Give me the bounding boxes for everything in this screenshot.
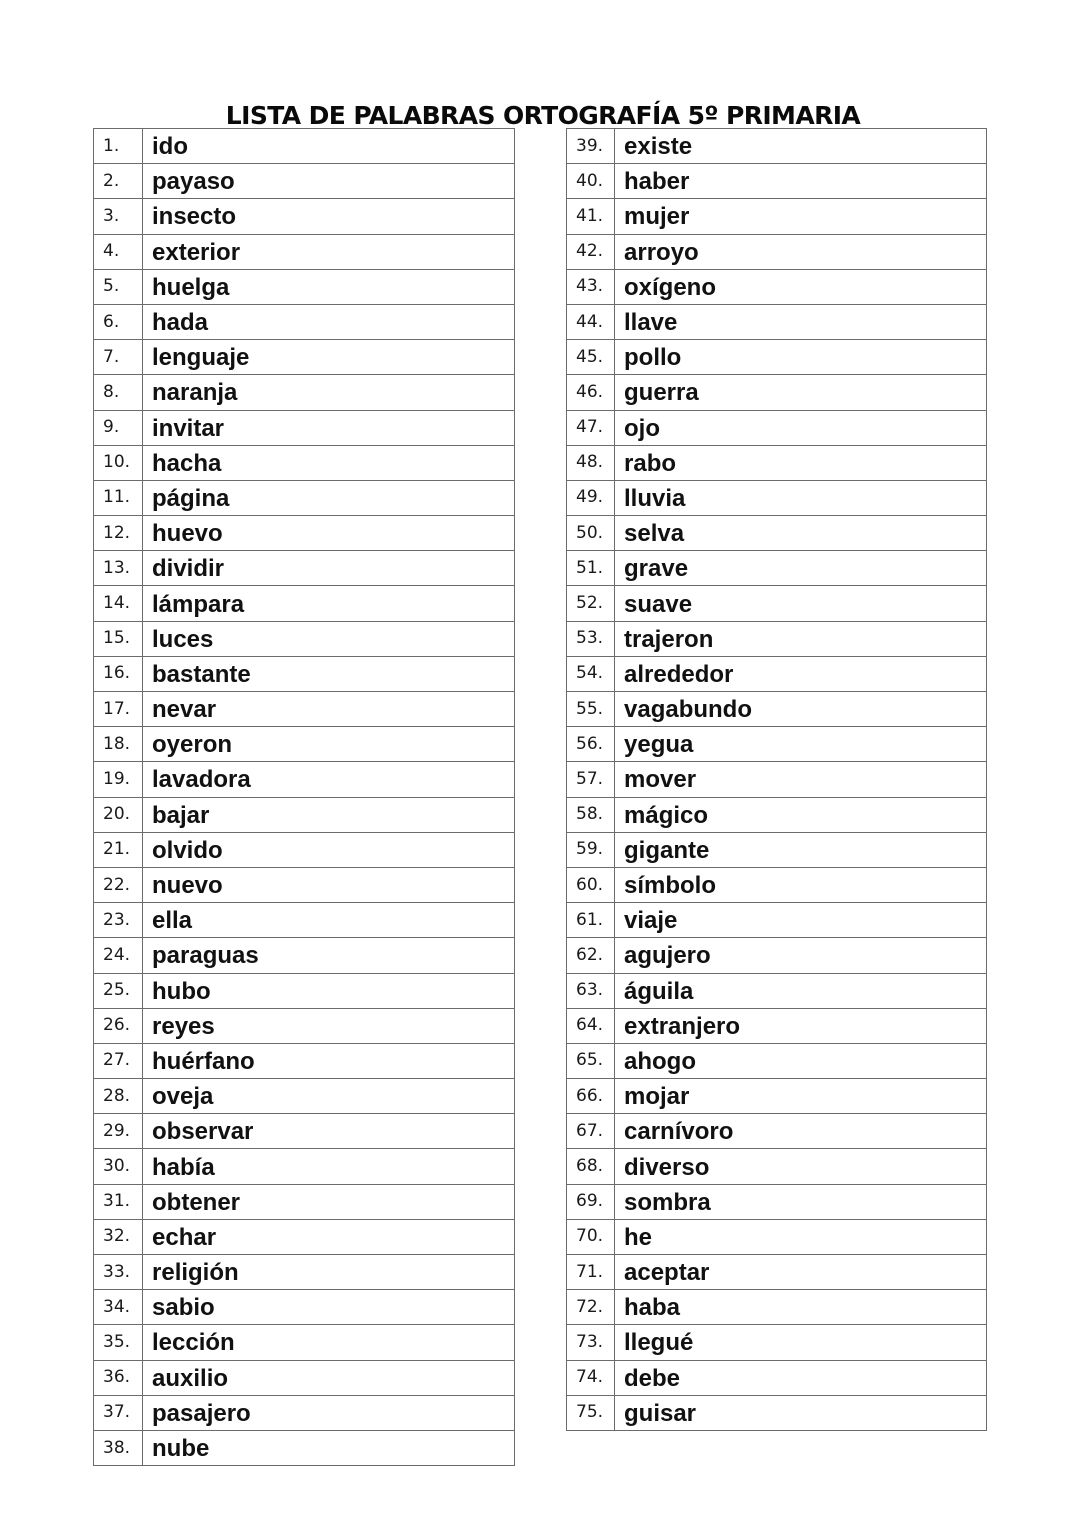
spelling-word: invitar bbox=[143, 410, 515, 445]
row-number: 14. bbox=[94, 586, 143, 621]
word-row bbox=[94, 692, 515, 727]
row-number: 57. bbox=[567, 762, 615, 797]
spelling-word: existe bbox=[615, 129, 987, 164]
word-row bbox=[94, 656, 515, 691]
spelling-word: lección bbox=[143, 1325, 515, 1360]
row-number: 20. bbox=[94, 797, 143, 832]
spelling-word: haba bbox=[615, 1290, 987, 1325]
row-number: 44. bbox=[567, 304, 615, 339]
row-number: 11. bbox=[94, 480, 143, 515]
word-row bbox=[567, 692, 987, 727]
word-row bbox=[567, 973, 987, 1008]
word-row bbox=[567, 1184, 987, 1219]
spelling-word: vagabundo bbox=[615, 692, 987, 727]
spelling-word: olvido bbox=[143, 832, 515, 867]
word-row bbox=[94, 1430, 515, 1465]
word-row bbox=[567, 586, 987, 621]
word-row bbox=[94, 727, 515, 762]
word-row bbox=[567, 164, 987, 199]
word-row bbox=[94, 586, 515, 621]
spelling-word: payaso bbox=[143, 164, 515, 199]
spelling-word: reyes bbox=[143, 1008, 515, 1043]
spelling-word: ella bbox=[143, 903, 515, 938]
row-number: 24. bbox=[94, 938, 143, 973]
row-number: 59. bbox=[567, 832, 615, 867]
row-number: 33. bbox=[94, 1255, 143, 1290]
word-row bbox=[94, 973, 515, 1008]
word-row bbox=[567, 762, 987, 797]
page-title: LISTA DE PALABRAS ORTOGRAFÍA 5º PRIMARIA bbox=[225, 100, 861, 130]
row-number: 64. bbox=[567, 1008, 615, 1043]
word-row bbox=[567, 1290, 987, 1325]
spelling-word: religión bbox=[143, 1255, 515, 1290]
spelling-word: sabio bbox=[143, 1290, 515, 1325]
word-row bbox=[567, 516, 987, 551]
row-number: 40. bbox=[567, 164, 615, 199]
spelling-word: dividir bbox=[143, 551, 515, 586]
word-list-table-left bbox=[93, 128, 515, 1466]
spelling-word: símbolo bbox=[615, 867, 987, 902]
row-number: 36. bbox=[94, 1360, 143, 1395]
spelling-word: suave bbox=[615, 586, 987, 621]
word-row bbox=[567, 340, 987, 375]
word-row bbox=[567, 445, 987, 480]
word-row bbox=[567, 410, 987, 445]
row-number: 27. bbox=[94, 1043, 143, 1078]
spelling-word: mágico bbox=[615, 797, 987, 832]
spelling-word: gigante bbox=[615, 832, 987, 867]
spelling-word: pasajero bbox=[143, 1395, 515, 1430]
row-number: 55. bbox=[567, 692, 615, 727]
spelling-word: huérfano bbox=[143, 1043, 515, 1078]
row-number: 16. bbox=[94, 656, 143, 691]
row-number: 22. bbox=[94, 867, 143, 902]
spelling-word: debe bbox=[615, 1360, 987, 1395]
word-row bbox=[567, 199, 987, 234]
row-number: 52. bbox=[567, 586, 615, 621]
row-number: 8. bbox=[94, 375, 143, 410]
word-row bbox=[94, 621, 515, 656]
word-row bbox=[567, 1079, 987, 1114]
word-row bbox=[567, 1149, 987, 1184]
spelling-word: selva bbox=[615, 516, 987, 551]
word-row bbox=[94, 480, 515, 515]
spelling-word: hacha bbox=[143, 445, 515, 480]
row-number: 60. bbox=[567, 867, 615, 902]
word-row bbox=[567, 1114, 987, 1149]
spelling-word: mojar bbox=[615, 1079, 987, 1114]
word-row bbox=[94, 1395, 515, 1430]
spelling-word: agujero bbox=[615, 938, 987, 973]
row-number: 45. bbox=[567, 340, 615, 375]
spelling-word: llave bbox=[615, 304, 987, 339]
row-number: 25. bbox=[94, 973, 143, 1008]
word-row bbox=[567, 727, 987, 762]
row-number: 53. bbox=[567, 621, 615, 656]
row-number: 15. bbox=[94, 621, 143, 656]
word-list-left-body bbox=[94, 129, 515, 1466]
row-number: 65. bbox=[567, 1043, 615, 1078]
spelling-word: mujer bbox=[615, 199, 987, 234]
spelling-word: observar bbox=[143, 1114, 515, 1149]
word-row bbox=[94, 1255, 515, 1290]
row-number: 68. bbox=[567, 1149, 615, 1184]
word-row bbox=[94, 1360, 515, 1395]
spelling-word: hada bbox=[143, 304, 515, 339]
row-number: 35. bbox=[94, 1325, 143, 1360]
spelling-word: rabo bbox=[615, 445, 987, 480]
word-row bbox=[567, 375, 987, 410]
spelling-word: extranjero bbox=[615, 1008, 987, 1043]
row-number: 17. bbox=[94, 692, 143, 727]
word-row bbox=[567, 797, 987, 832]
word-row bbox=[94, 1290, 515, 1325]
spelling-word: había bbox=[143, 1149, 515, 1184]
word-row bbox=[567, 867, 987, 902]
row-number: 23. bbox=[94, 903, 143, 938]
row-number: 7. bbox=[94, 340, 143, 375]
word-row bbox=[567, 938, 987, 973]
word-row bbox=[567, 269, 987, 304]
row-number: 1. bbox=[94, 129, 143, 164]
row-number: 51. bbox=[567, 551, 615, 586]
spelling-word: oveja bbox=[143, 1079, 515, 1114]
word-row bbox=[567, 1395, 987, 1430]
word-row bbox=[94, 832, 515, 867]
word-row bbox=[94, 234, 515, 269]
word-row bbox=[94, 340, 515, 375]
word-row bbox=[567, 551, 987, 586]
spelling-word: diverso bbox=[615, 1149, 987, 1184]
row-number: 13. bbox=[94, 551, 143, 586]
row-number: 67. bbox=[567, 1114, 615, 1149]
spelling-word: alrededor bbox=[615, 656, 987, 691]
spelling-word: bajar bbox=[143, 797, 515, 832]
spelling-word: oxígeno bbox=[615, 269, 987, 304]
spelling-word: nevar bbox=[143, 692, 515, 727]
row-number: 69. bbox=[567, 1184, 615, 1219]
spelling-word: águila bbox=[615, 973, 987, 1008]
row-number: 50. bbox=[567, 516, 615, 551]
word-row bbox=[567, 1325, 987, 1360]
word-row bbox=[94, 516, 515, 551]
word-list-table-right bbox=[566, 128, 987, 1431]
spelling-word: pollo bbox=[615, 340, 987, 375]
word-row bbox=[567, 1219, 987, 1254]
word-row bbox=[94, 1008, 515, 1043]
row-number: 61. bbox=[567, 903, 615, 938]
row-number: 75. bbox=[567, 1395, 615, 1430]
word-row bbox=[94, 1219, 515, 1254]
word-row bbox=[94, 1043, 515, 1078]
word-row bbox=[94, 1114, 515, 1149]
word-row bbox=[567, 656, 987, 691]
spelling-word: sombra bbox=[615, 1184, 987, 1219]
spelling-word: ido bbox=[143, 129, 515, 164]
spelling-word: insecto bbox=[143, 199, 515, 234]
word-row bbox=[567, 903, 987, 938]
row-number: 74. bbox=[567, 1360, 615, 1395]
word-row bbox=[567, 129, 987, 164]
row-number: 10. bbox=[94, 445, 143, 480]
word-row bbox=[94, 199, 515, 234]
spelling-word: echar bbox=[143, 1219, 515, 1254]
row-number: 18. bbox=[94, 727, 143, 762]
row-number: 63. bbox=[567, 973, 615, 1008]
row-number: 21. bbox=[94, 832, 143, 867]
spelling-word: auxilio bbox=[143, 1360, 515, 1395]
row-number: 37. bbox=[94, 1395, 143, 1430]
row-number: 26. bbox=[94, 1008, 143, 1043]
spelling-word: lavadora bbox=[143, 762, 515, 797]
word-row bbox=[567, 234, 987, 269]
row-number: 43. bbox=[567, 269, 615, 304]
spelling-word: bastante bbox=[143, 656, 515, 691]
row-number: 62. bbox=[567, 938, 615, 973]
row-number: 2. bbox=[94, 164, 143, 199]
word-row bbox=[94, 129, 515, 164]
spelling-word: ahogo bbox=[615, 1043, 987, 1078]
spelling-word: trajeron bbox=[615, 621, 987, 656]
word-row bbox=[94, 164, 515, 199]
spelling-word: he bbox=[615, 1219, 987, 1254]
row-number: 9. bbox=[94, 410, 143, 445]
word-row bbox=[567, 1360, 987, 1395]
row-number: 4. bbox=[94, 234, 143, 269]
spelling-word: llegué bbox=[615, 1325, 987, 1360]
word-row bbox=[567, 1255, 987, 1290]
spelling-word: grave bbox=[615, 551, 987, 586]
spelling-word: naranja bbox=[143, 375, 515, 410]
word-row bbox=[567, 621, 987, 656]
row-number: 42. bbox=[567, 234, 615, 269]
word-row bbox=[567, 1043, 987, 1078]
word-row bbox=[567, 480, 987, 515]
spelling-word: carnívoro bbox=[615, 1114, 987, 1149]
row-number: 19. bbox=[94, 762, 143, 797]
word-row bbox=[94, 1149, 515, 1184]
spelling-word: lluvia bbox=[615, 480, 987, 515]
word-row bbox=[567, 1008, 987, 1043]
word-row bbox=[567, 304, 987, 339]
row-number: 56. bbox=[567, 727, 615, 762]
spelling-word: nuevo bbox=[143, 867, 515, 902]
row-number: 46. bbox=[567, 375, 615, 410]
word-row bbox=[94, 938, 515, 973]
word-row bbox=[94, 867, 515, 902]
row-number: 49. bbox=[567, 480, 615, 515]
row-number: 70. bbox=[567, 1219, 615, 1254]
word-row bbox=[94, 551, 515, 586]
word-row bbox=[94, 445, 515, 480]
spelling-word: arroyo bbox=[615, 234, 987, 269]
spelling-word: lámpara bbox=[143, 586, 515, 621]
spelling-word: oyeron bbox=[143, 727, 515, 762]
spelling-word: ojo bbox=[615, 410, 987, 445]
row-number: 31. bbox=[94, 1184, 143, 1219]
spelling-word: guisar bbox=[615, 1395, 987, 1430]
spelling-word: página bbox=[143, 480, 515, 515]
row-number: 30. bbox=[94, 1149, 143, 1184]
row-number: 12. bbox=[94, 516, 143, 551]
row-number: 29. bbox=[94, 1114, 143, 1149]
word-list-right-body bbox=[567, 129, 987, 1431]
row-number: 34. bbox=[94, 1290, 143, 1325]
row-number: 71. bbox=[567, 1255, 615, 1290]
row-number: 54. bbox=[567, 656, 615, 691]
spelling-word: paraguas bbox=[143, 938, 515, 973]
row-number: 73. bbox=[567, 1325, 615, 1360]
word-row bbox=[94, 797, 515, 832]
row-number: 47. bbox=[567, 410, 615, 445]
word-row bbox=[94, 903, 515, 938]
row-number: 41. bbox=[567, 199, 615, 234]
spelling-word: yegua bbox=[615, 727, 987, 762]
row-number: 5. bbox=[94, 269, 143, 304]
spelling-word: obtener bbox=[143, 1184, 515, 1219]
row-number: 3. bbox=[94, 199, 143, 234]
row-number: 66. bbox=[567, 1079, 615, 1114]
spelling-word: nube bbox=[143, 1430, 515, 1465]
spelling-word: hubo bbox=[143, 973, 515, 1008]
row-number: 58. bbox=[567, 797, 615, 832]
word-row bbox=[94, 1079, 515, 1114]
row-number: 32. bbox=[94, 1219, 143, 1254]
word-row bbox=[94, 1325, 515, 1360]
spelling-word: haber bbox=[615, 164, 987, 199]
word-row bbox=[94, 410, 515, 445]
word-row bbox=[94, 375, 515, 410]
word-row bbox=[94, 762, 515, 797]
spelling-word: luces bbox=[143, 621, 515, 656]
spelling-word: huevo bbox=[143, 516, 515, 551]
word-row bbox=[94, 269, 515, 304]
row-number: 48. bbox=[567, 445, 615, 480]
spelling-word: viaje bbox=[615, 903, 987, 938]
word-row bbox=[94, 304, 515, 339]
spelling-word: huelga bbox=[143, 269, 515, 304]
spelling-word: guerra bbox=[615, 375, 987, 410]
spelling-word: lenguaje bbox=[143, 340, 515, 375]
spelling-word: mover bbox=[615, 762, 987, 797]
row-number: 28. bbox=[94, 1079, 143, 1114]
spelling-word: aceptar bbox=[615, 1255, 987, 1290]
spelling-word: exterior bbox=[143, 234, 515, 269]
row-number: 38. bbox=[94, 1430, 143, 1465]
row-number: 72. bbox=[567, 1290, 615, 1325]
row-number: 6. bbox=[94, 304, 143, 339]
word-row bbox=[567, 832, 987, 867]
word-row bbox=[94, 1184, 515, 1219]
row-number: 39. bbox=[567, 129, 615, 164]
